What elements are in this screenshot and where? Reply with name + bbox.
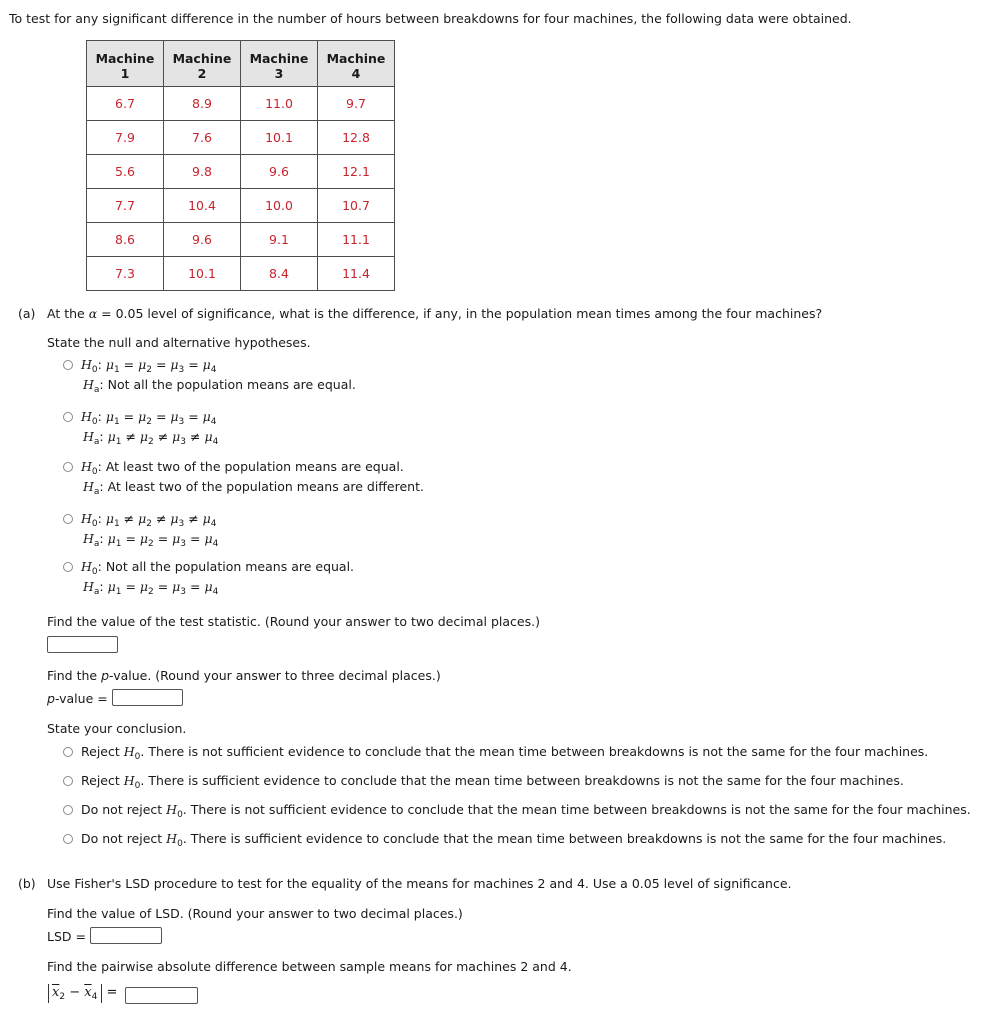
radio-button[interactable] [63, 776, 73, 786]
table-cell: 6.7 [87, 87, 164, 121]
radio-button[interactable] [63, 805, 73, 815]
part-b-label: (b) [18, 876, 36, 891]
h0-statement: At least two of the population means are equal. [105, 459, 404, 474]
radio-button[interactable] [63, 562, 73, 572]
table-row [87, 121, 395, 155]
h0-statement: $\mu_1 = \mu_2 = \mu_3 = \mu_4$ [105, 357, 217, 375]
table-cell: 11.0 [241, 87, 318, 121]
radio-button[interactable] [63, 360, 73, 370]
header-number: 3 [274, 66, 284, 81]
radio-button[interactable] [63, 462, 73, 472]
header-number: 2 [197, 66, 207, 81]
xbar-2: $\overline{x}$ [52, 985, 60, 1000]
table-cell: 5.6 [87, 155, 164, 189]
table-cell: 8.4 [241, 257, 318, 291]
hypothesis-option[interactable]: $H_0$: $\mu_1 = \mu_2 = \mu_3 = \mu_4$ $H_a$: Not all the population means are equal. [63, 357, 356, 393]
conclusion-text: There is sufficient evidence to conclude that the mean time between breakdowns is not the same for the four machines. [148, 773, 904, 788]
h0-symbol: $H_0$. [123, 744, 149, 762]
header-word: Machine [249, 51, 309, 66]
lsd-label: LSD = [47, 929, 86, 944]
header-machine-2 [164, 41, 241, 87]
table-cell: 10.1 [241, 121, 318, 155]
header-word: Machine [326, 51, 386, 66]
abs-diff-expression: $\overline{x}_2 - \overline{x}_4$ = [48, 984, 117, 1003]
conclusion-text: There is sufficient evidence to conclude that the mean time between breakdowns is not the same for the four machines. [190, 831, 947, 846]
pvalue-prompt [47, 668, 441, 683]
ha-statement: At least two of the population means are different. [107, 479, 424, 494]
conclusion-lead: Do not reject [81, 831, 167, 846]
part-a-question: At the α = 0.05 level of significance, what is the difference, if any, in the population mean times among the four machines? [47, 306, 823, 321]
hypotheses-prompt: State the null and alternative hypotheses. [47, 335, 311, 350]
ha-symbol: H [83, 377, 94, 392]
header-number: 1 [120, 66, 130, 81]
table-row [87, 223, 395, 257]
hypothesis-option[interactable]: $H_0$: Not all the population means are equal. $H_a$: $\mu_1 = \mu_2 = \mu_3 = \mu_4$ [63, 559, 354, 595]
intro-text: To test for any significant difference in the number of hours between breakdowns for four machines, the following data were obtained. [9, 11, 852, 26]
pvalue-prompt-pre: Find the [47, 668, 102, 683]
h0-statement: $\mu_1 \ne \mu_2 \ne \mu_3 \ne \mu_4$ [105, 511, 217, 529]
header-word: Machine [95, 51, 155, 66]
table-cell: 11.4 [318, 257, 395, 291]
table-cell: 7.7 [87, 189, 164, 223]
table-cell: 10.1 [164, 257, 241, 291]
table-cell: 9.1 [241, 223, 318, 257]
table-cell: 10.4 [164, 189, 241, 223]
table-cell: 12.8 [318, 121, 395, 155]
header-word: Machine [172, 51, 232, 66]
conclusion-lead: Reject [81, 744, 124, 759]
ha-symbol: H [83, 429, 94, 444]
h0-symbol: H [81, 511, 92, 526]
part-a-label: (a) [18, 306, 36, 321]
h0-symbol: H [81, 459, 92, 474]
table-cell: 9.6 [164, 223, 241, 257]
h0-symbol: $H_0$. [123, 773, 149, 791]
hypothesis-option[interactable]: $H_0$: $\mu_1 = \mu_2 = \mu_3 = \mu_4$ $H_a$: $\mu_1 \ne \mu_2 \ne \mu_3 \ne \mu_4$ [63, 409, 218, 445]
header-machine-1 [87, 41, 164, 87]
table-row [87, 189, 395, 223]
table-cell: 12.1 [318, 155, 395, 189]
table-cell: 9.7 [318, 87, 395, 121]
part-b-question: Use Fisher's LSD procedure to test for the equality of the means for machines 2 and 4. Use a 0.05 level of significance. [47, 876, 792, 891]
table-row [87, 87, 395, 121]
pvalue-label-rest: -value = [54, 691, 108, 706]
table-cell: 7.6 [164, 121, 241, 155]
table-cell: 10.0 [241, 189, 318, 223]
machine-data-table [86, 40, 395, 291]
header-machine-4 [318, 41, 395, 87]
table-cell: 7.9 [87, 121, 164, 155]
conclusion-option[interactable] [63, 744, 929, 762]
hypothesis-option[interactable]: $H_0$: $\mu_1 \ne \mu_2 \ne \mu_3 \ne \mu_4$ $H_a$: $\mu_1 = \mu_2 = \mu_3 = \mu_4$ [63, 511, 218, 547]
ha-symbol: H [83, 579, 94, 594]
radio-button[interactable] [63, 514, 73, 524]
pvalue-prompt-p: p [101, 668, 110, 683]
h0-symbol: H [81, 357, 92, 372]
conclusion-option[interactable] [63, 802, 971, 820]
table-row [87, 257, 395, 291]
table-cell: 8.9 [164, 87, 241, 121]
xbar-4: $\overline{x}$ [84, 985, 92, 1000]
conclusion-text: There is not sufficient evidence to conclude that the mean time between breakdowns is not the same for the four machines. [190, 802, 971, 817]
ha-statement: $\mu_1 \ne \mu_2 \ne \mu_3 \ne \mu_4$ [107, 429, 219, 447]
h0-statement: $\mu_1 = \mu_2 = \mu_3 = \mu_4$ [105, 409, 217, 427]
table-cell: 9.6 [241, 155, 318, 189]
h0-statement: Not all the population means are equal. [105, 559, 355, 574]
test-statistic-prompt: Find the value of the test statistic. (Round your answer to two decimal places.) [47, 614, 540, 629]
table-cell: 10.7 [318, 189, 395, 223]
pvalue-label [47, 691, 108, 706]
conclusion-lead: Reject [81, 773, 124, 788]
conclusion-option[interactable] [63, 773, 904, 791]
table-row [87, 155, 395, 189]
pvalue-label-p: p [47, 691, 55, 706]
radio-button[interactable] [63, 412, 73, 422]
ha-statement: Not all the population means are equal. [107, 377, 356, 392]
ha-statement: $\mu_1 = \mu_2 = \mu_3 = \mu_4$ [107, 531, 219, 549]
test-statistic-input[interactable] [47, 636, 118, 653]
h0-symbol: $H_0$. [166, 802, 191, 820]
pvalue-prompt-post: -value. (Round your answer to three decimal places.) [109, 668, 441, 683]
table-cell: 11.1 [318, 223, 395, 257]
pairwise-diff-prompt: Find the pairwise absolute difference between sample means for machines 2 and 4. [47, 959, 572, 974]
conclusion-lead: Do not reject [81, 802, 167, 817]
h0-symbol: H [81, 559, 92, 574]
h0-symbol: $H_0$. [166, 831, 191, 849]
abs-diff-input[interactable] [125, 987, 198, 1004]
pvalue-input[interactable] [112, 689, 183, 706]
ha-symbol: H [83, 479, 94, 494]
table-cell: 7.3 [87, 257, 164, 291]
header-machine-3 [241, 41, 318, 87]
ha-statement: $\mu_1 = \mu_2 = \mu_3 = \mu_4$ [107, 579, 219, 597]
conclusion-prompt: State your conclusion. [47, 721, 187, 736]
table-cell: 9.8 [164, 155, 241, 189]
ha-symbol: H [83, 531, 94, 546]
h0-symbol: H [81, 409, 92, 424]
conclusion-text: There is not sufficient evidence to conclude that the mean time between breakdowns is not the same for the four machines. [148, 744, 929, 759]
radio-button[interactable] [63, 834, 73, 844]
header-number: 4 [351, 66, 361, 81]
hypothesis-option[interactable]: $H_0$: At least two of the population means are equal. $H_a$: At least two of the population means are different. [63, 459, 424, 495]
lsd-prompt: Find the value of LSD. (Round your answer to two decimal places.) [47, 906, 463, 921]
conclusion-option[interactable] [63, 831, 947, 849]
radio-button[interactable] [63, 747, 73, 757]
table-cell: 8.6 [87, 223, 164, 257]
lsd-input[interactable] [90, 927, 162, 944]
